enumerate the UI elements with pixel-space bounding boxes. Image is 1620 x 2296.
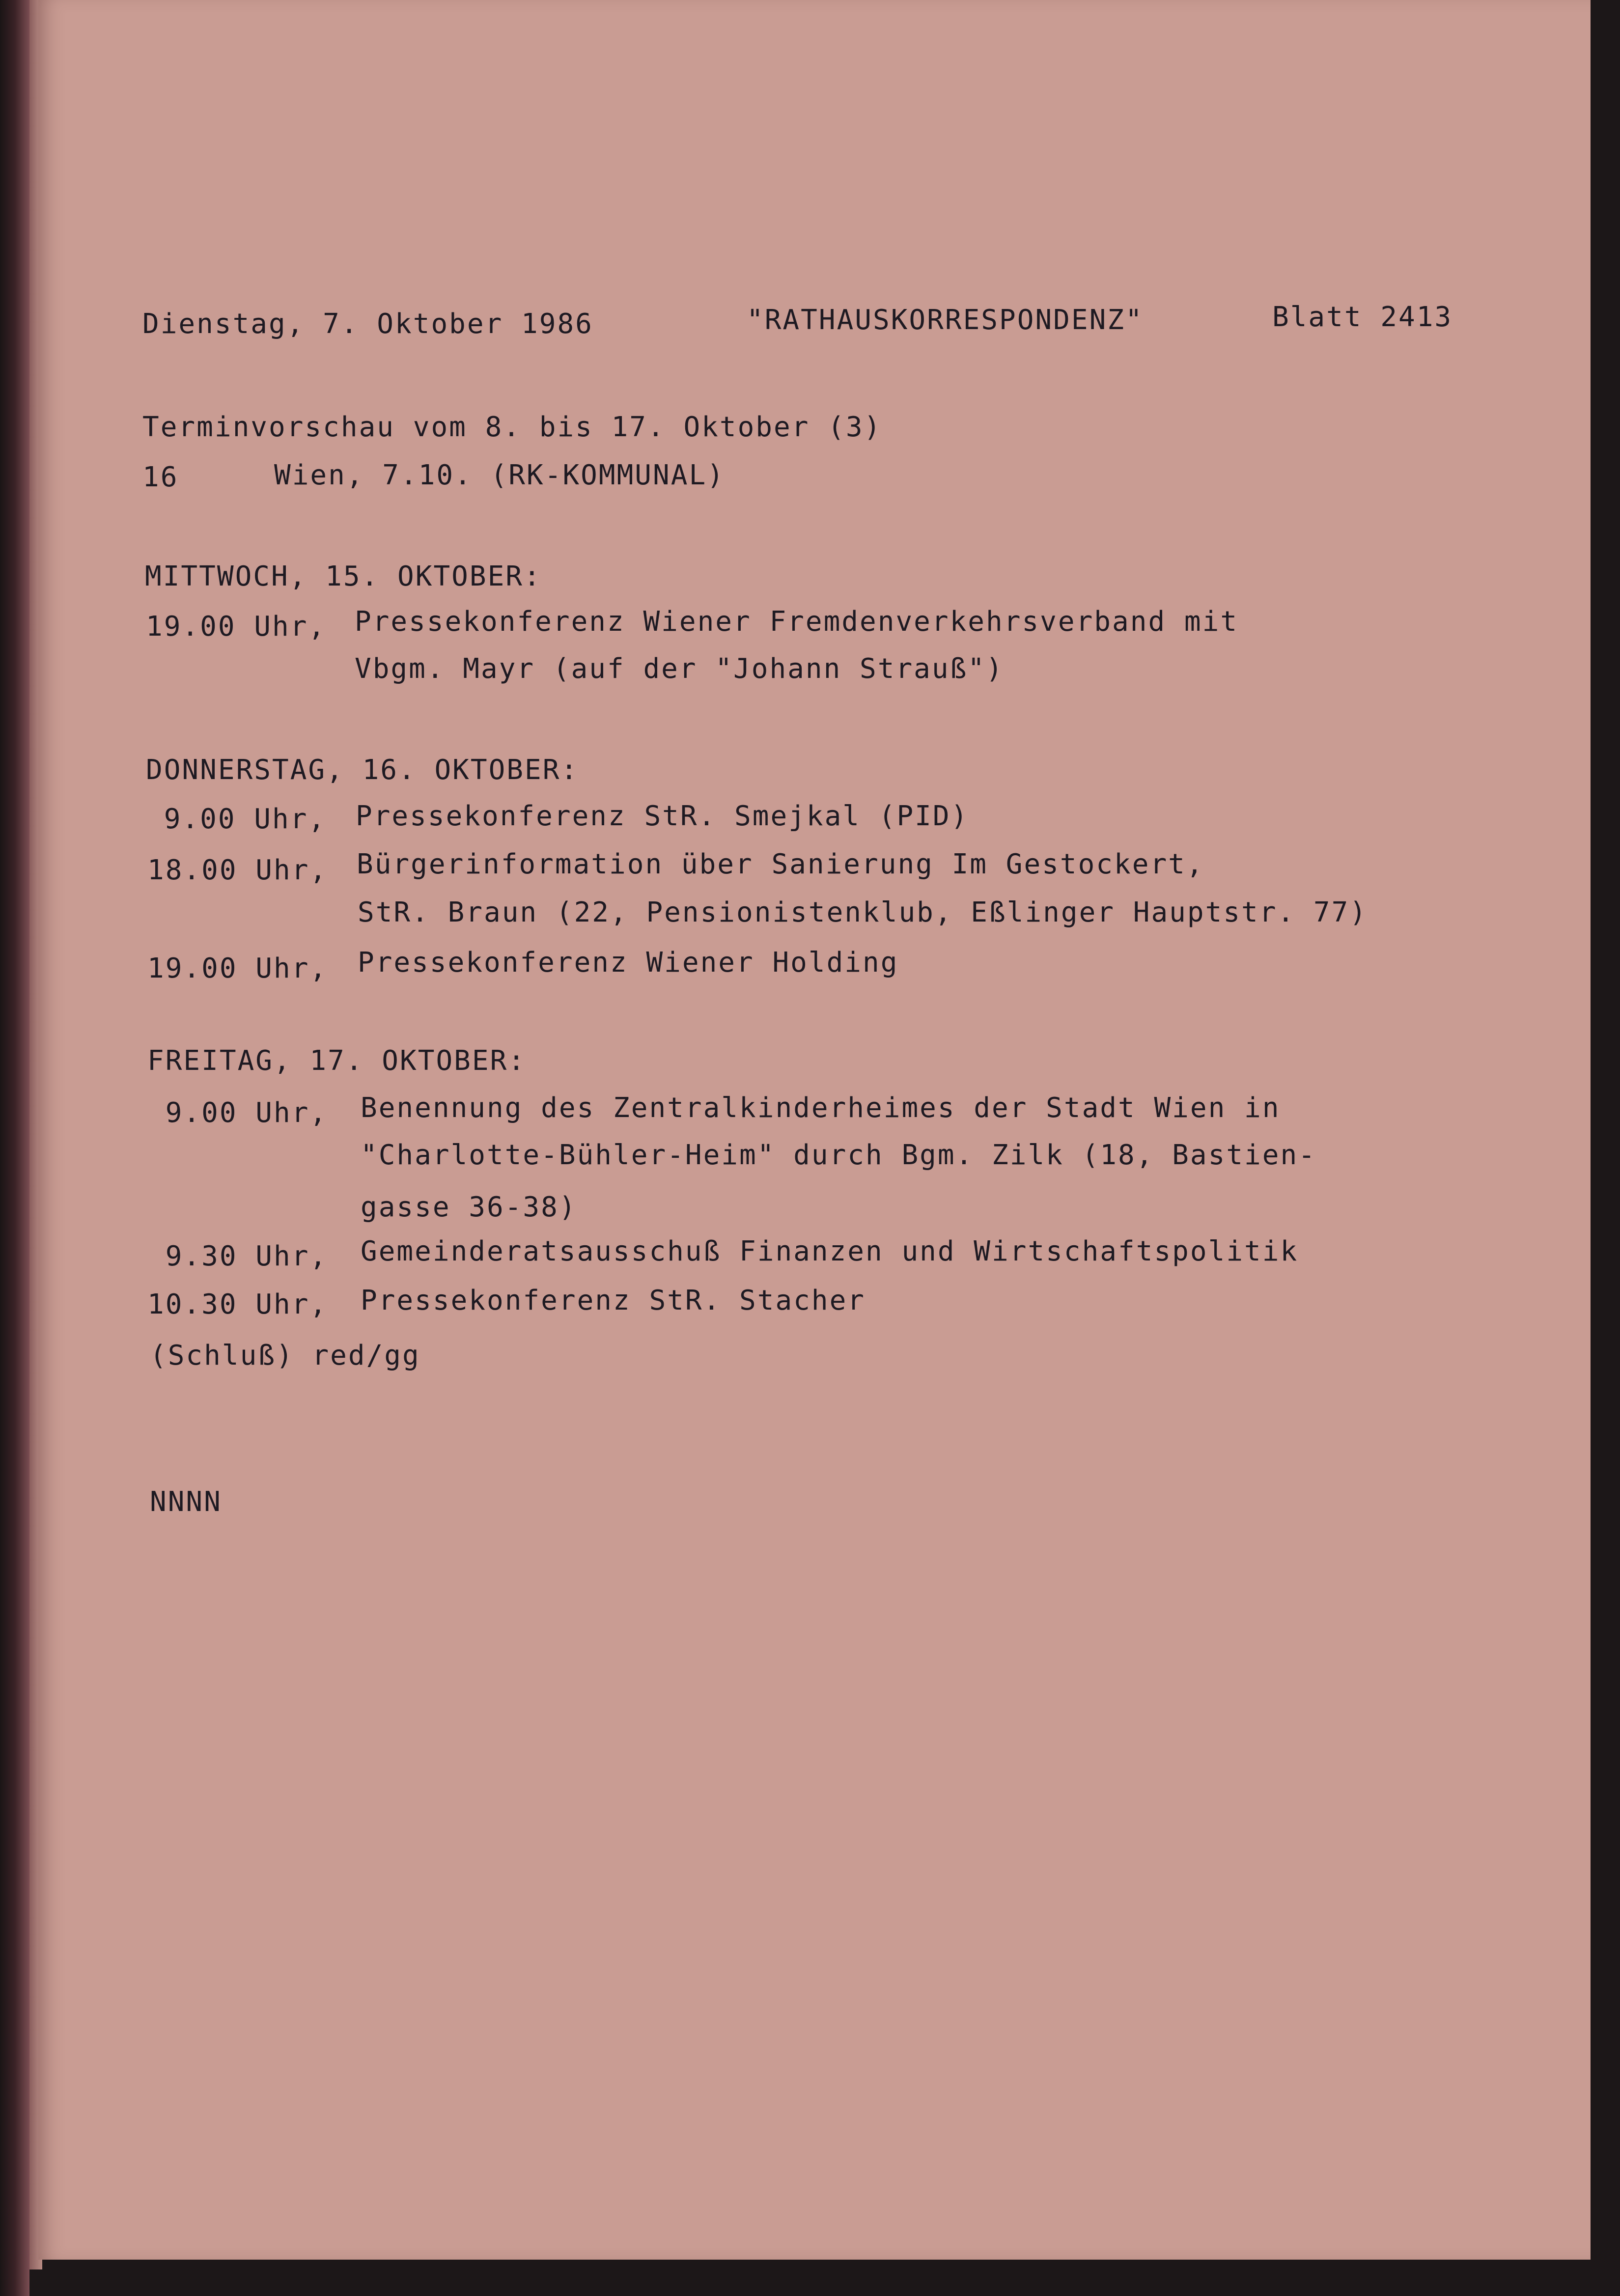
header-publication: "RATHAUSKORRESPONDENZ": [747, 304, 1144, 336]
day-heading-thursday: DONNERSTAG, 16. OKTOBER:: [146, 754, 579, 786]
end-mark: NNNN: [150, 1486, 222, 1518]
entry-time: 19.00 Uhr,: [147, 952, 328, 984]
entry-time: 9.00 Uhr,: [147, 1097, 328, 1129]
entry-time: 18.00 Uhr,: [147, 854, 328, 886]
day-heading-friday: FREITAG, 17. OKTOBER:: [147, 1045, 527, 1077]
entry-text-line: Bürgerinformation über Sanierung Im Gestockert,: [357, 848, 1204, 880]
entry-text-line: Pressekonferenz Wiener Holding: [358, 947, 899, 979]
intro-dateline: Wien, 7.10. (RK-KOMMUNAL): [274, 459, 725, 491]
entry-text-line: Benennung des Zentralkinderheimes der Stadt Wien in: [361, 1092, 1281, 1124]
header-sheet-number: Blatt 2413: [1272, 301, 1453, 333]
entry-time: 10.30 Uhr,: [147, 1288, 328, 1320]
entry-text-line: Pressekonferenz StR. Smejkal (PID): [356, 800, 969, 832]
intro-number: 16: [142, 461, 179, 493]
entry-text-line: Gemeinderatsausschuß Finanzen und Wirtschaftspolitik: [361, 1235, 1299, 1267]
entry-text-line: Vbgm. Mayr (auf der "Johann Strauß"): [355, 653, 1004, 685]
closing-line: (Schluß) red/gg: [150, 1340, 420, 1372]
header-date: Dienstag, 7. Oktober 1986: [142, 308, 593, 340]
entry-text-line: "Charlotte-Bühler-Heim" durch Bgm. Zilk (18, Bastien-: [361, 1139, 1316, 1171]
day-heading-wednesday: MITTWOCH, 15. OKTOBER:: [145, 560, 542, 592]
entry-time: 19.00 Uhr,: [146, 611, 327, 643]
intro-title: Terminvorschau vom 8. bis 17. Oktober (3): [142, 411, 882, 443]
entry-text-line: Pressekonferenz StR. Stacher: [361, 1285, 866, 1316]
entry-time: 9.00 Uhr,: [146, 803, 327, 835]
entry-text-line: Pressekonferenz Wiener Fremdenverkehrsverband mit: [355, 606, 1239, 638]
entry-text-line: StR. Braun (22, Pensionistenklub, Eßlinger Hauptstr. 77): [358, 896, 1368, 928]
entry-text-line: gasse 36-38): [361, 1191, 577, 1223]
binding-spine: [0, 0, 29, 2296]
entry-time: 9.30 Uhr,: [147, 1240, 328, 1272]
